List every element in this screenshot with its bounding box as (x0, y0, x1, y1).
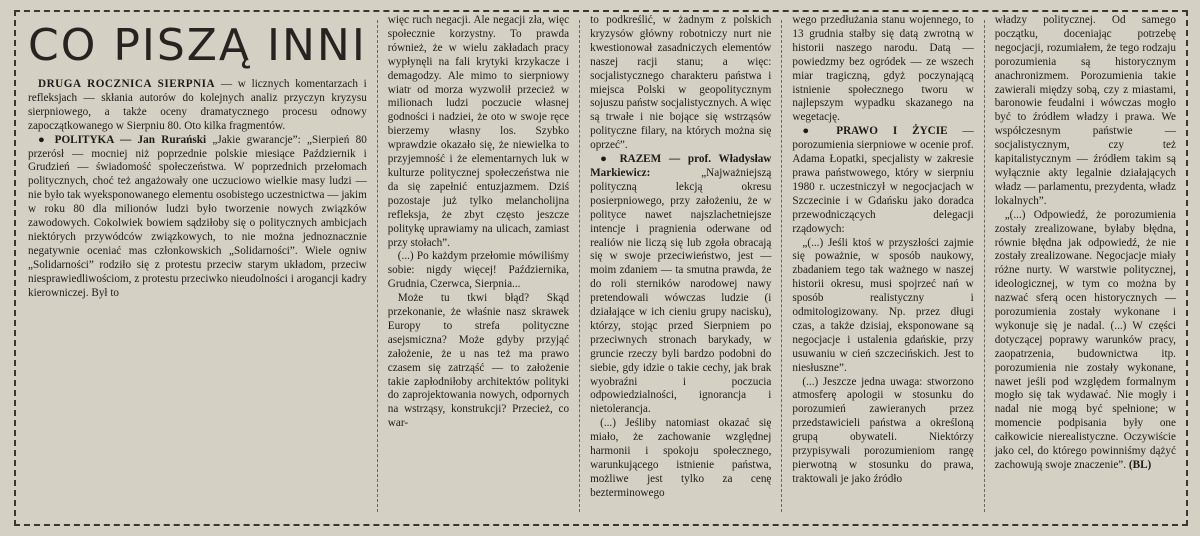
column-divider (984, 20, 985, 512)
section-polityka (28, 134, 367, 301)
bullet-icon: ● (802, 125, 822, 138)
paragraph: więc ruch negacji. Ale negacji zła, więc społecznie korzystny. To prawda również, że w wielu zakładach pracy wypłynęli na fali krytyki krzykacze i demagodzy. Ale mimo to sierpniowy wiatr od morza wyzwolił przecież w milionach ludzi poczucie własnej godności i nadziei, że oto w swoje ręce bierzemy własny los. Szybko wprawdzie okazało się, że niewielka to przyjemność i że elementarnych luk w kulturze politycznej społeczeństwa nie da się zapełnić entuzjazmem. Dziś pozostaje już tylko melancholijna refleksja, że zbyt często jeszcze politykę uprawiamy na ulicach, zamiast przy stołach”. (387, 14, 570, 249)
column-divider (781, 20, 782, 512)
paragraph: Może tu tkwi błąd? Skąd przekonanie, że właśnie nasz skrawek Europy to strefa polityczne asejsmiczna? Może gdyby przyjąć założenie, że u nas też ma prawo czasem się zatrząść — to założenie takie zapłodniłoby architektów polityki do zaprojektowania nowych, odpornych na wstrząsy, konstrukcji? Przecież, co war- (387, 292, 570, 430)
section-head: POLITYKA — Jan Rurański (54, 133, 207, 146)
page-title: CO PISZĄ INNI (28, 20, 367, 71)
section-title: „Jakie gwarancje”: (206, 133, 301, 146)
section-text: „Sierpień 80 przerósł — mocniej niż poprzednie polskie miesiące Październik i Grudzień — świadomość społeczeństwa. W poprzednich przełomach politycznych, choć też angażowały one uczuciowo wielkie masy ludzi — nie było tak wyeksponowanego elementu osobistego uczestnictwa — jakim w roku 80 dla milionów ludzi było tworzenie nowych związków zawodowych. Cokolwiek bowiem sądziłoby się o politycznych ambicjach niektórych przywódców związkowych, to nie można jednoznacznie negatywnie oceniać mas członkowskich „Solidarności”. Wiele ogniw „Solidarności” rodziło się z protestu przeciw starym układom, przeciw niesprawiedliwościom, z protestu przeciwko nieudolności i arogancji kadry kierowniczej. Był to (28, 133, 367, 299)
author-signature: (BL) (1128, 459, 1152, 471)
column-2 (388, 14, 569, 518)
bullet-icon: ● (600, 153, 612, 166)
column-4 (792, 14, 973, 518)
paragraph (995, 209, 1176, 473)
section-head: RAZEM — prof. Władysław Markiewicz: (590, 153, 772, 179)
paragraph: (...) Jeszcze jedna uwaga: stworzono atmosferę apologii w stosunku do porozumień zawieranych przez przedstawicieli państwa a określoną grupą obywateli. Niektórzy przypisywali porozumieniom rangę pierwotną w stosunku do prawa, traktowali je jako źródło (792, 375, 974, 485)
paragraph: to podkreślić, w żadnym z polskich kryzysów główny robotniczy nurt nie kwestionował zasadniczych elementów naszej racji stanu; a więc: socjalistycznego charakteru państwa i miejsca Polski w geopolitycznym sojuszu państw socjalistycznych. A więc są trwałe i nie bojące się wstrząsów polityczne filary, na których można się oprzeć”. (590, 14, 772, 152)
section-text: „Najważniejszą polityczną lekcją okresu posierpniowego, przy założeniu, że w polityce nawet najszlachetniejsze intencje i pragnienia oderwane od realiów nie liczą się lub zgoła obracają się w swoje przeciwieństwo, jest — moim zdaniem — ta smutna prawda, że do roli sterników narodowej nawy pretendowali wówczas ludzie (i działające w ich cieniu grupy nacisku), którzy, stojąc przed Sierpniem po przeciwnych stronach barykady, w gruncie rzeczy byli bardzo podobni do siebie, gdy idzie o takie cechy, jak brak wyobraźni i poczucia odpowiedzialności, ignorancja i nietolerancja. (590, 166, 772, 416)
section-head: PRAWO I ŻYCIE (836, 125, 948, 138)
paragraph: „(...) Jeśli ktoś w przyszłości zajmie się poważnie, w sposób naukowy, zbadaniem tego tak ważnego w naszej historii okresu, musi spojrzeć nań w sposób realistyczny i odmitologizowany. Np. przez długi czas, a także dzisiaj, eksponowane są negocjacje i ustalenia gdańskie, przy usuwaniu w cień szczecińskich. Jest to niesłuszne”. (792, 236, 974, 374)
column-3 (590, 14, 771, 518)
paragraph: wego przedłużania stanu wojennego, to 13 grudnia stałby się datą zwrotną w historii naszego narodu. Datą — powiedzmy bez ogródek — ze wszech miar tragiczną, gdyż poczynającą istnienie społecznego tworu w najlepszym wypadku skazanego na wegetację. (792, 14, 974, 124)
column-5 (995, 14, 1176, 518)
column-divider (377, 20, 378, 512)
lead-text: DRUGA ROCZNICA SIERPNIA (38, 78, 216, 90)
intro-paragraph (28, 78, 367, 134)
paragraph: (...) Jeśliby natomiast okazać się miało, że zachowanie względnej harmonii i spokoju społecznego, warunkującego istnienie państwa, możliwe jest tylko za cenę bezterminowego (590, 417, 772, 499)
paragraph: (...) Po każdym przełomie mówiliśmy sobie: nigdy więcej! Października, Grudnia, Czerwca, Sierpnia... (387, 250, 570, 291)
section-prawo (792, 125, 973, 236)
column-1 (28, 14, 367, 518)
paragraph-text: „(...) Odpowiedź, że porozumienia zostały zrealizowane, byłaby błędna, równie błędna jak odpowiedź, że nie zostały zrealizowane. Negocjacje miały różne nurty. W warstwie politycznej, ideologicznej, w tym co można by nazwać sferą ocen historycznych — porozumienia zostały wykonane i wykonuje się je nadal. (...) W części dotyczącej poprawy warunków pracy, zaopatrzenia, budownictwa itp. porozumienia nie zostały wykonane, nawet jeśli pod względem formalnym mogło się tak wydawać. Nie mogły i nadal nie mogą być spełnione; w momencie podpisania były one całkowicie nierealistyczne. Oczywiście jako cel, do którego powinniśmy dążyć zachowują swoje znaczenie”. (994, 208, 1176, 471)
columns (28, 14, 1176, 518)
section-text: — porozumienia sierpniowe w ocenie prof. Adama Łopatki, specjalisty w zakresie prawa państwowego, który w sierpniu 1980 r. uczestniczył w negocjacjach w Szczecinie i w Gdańsku jako doradca przewodniczących delegacji rządowych: (792, 125, 974, 235)
column-divider (579, 20, 580, 512)
bullet-icon: ● (38, 133, 49, 146)
section-razem (590, 153, 771, 417)
intro-text: — w licznych komentarzach i refleksjach — skłania autorów do kolejnych analiz przyczyn kryzysu sierpniowego, a także oceny dramatycznego procesu odnowy zapoczątkowanego w Sierpniu 80. Oto kilka fragmentów. (28, 78, 367, 132)
paragraph: władzy politycznej. Od samego początku, doceniając potrzebę negocjacji, rozumiałem, że tego rodzaju porozumienia są historycznym anachronizmem. Porozumienia takie zawierali między sobą, czy z miastami, baronowie feudalni i wówczas mogło być to źródłem władzy i prawa. We współczesnym państwie — socjalistycznym, czy też kapitalistycznym — źródłem takim są wyłącznie akty legalnie działających władz — parlamentu, prezydenta, władz lokalnych”. (994, 14, 1176, 207)
